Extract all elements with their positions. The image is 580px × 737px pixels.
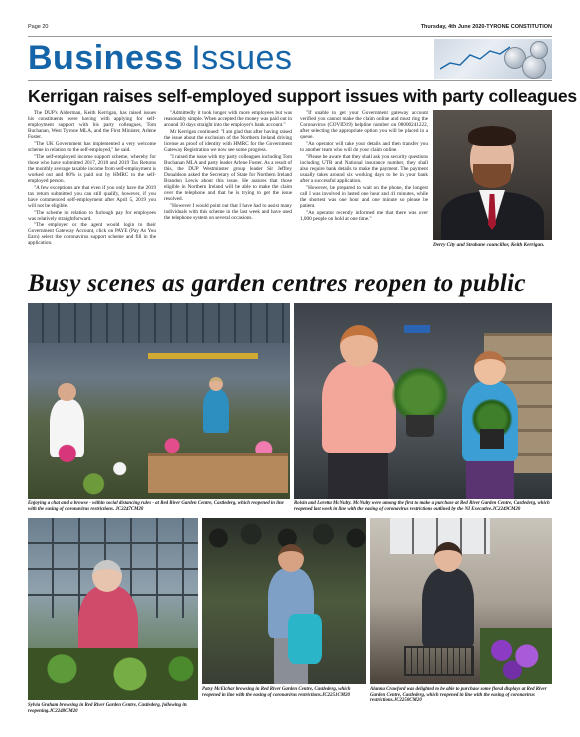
article-paragraph: "If unable to get your Government gateway account verified you cannot make the claim online and must ring the Coronavirus (COVID19) helpline number on 08000241222, after selecting the appropriate option you will be placed in a queue. xyxy=(300,110,428,141)
article-column-1 xyxy=(28,110,156,268)
portrait-figure xyxy=(433,110,552,266)
article-paragraph: "The employer or the agent would login to their Government Gateway Account, click on PAYE (Pay As You Earn) select the coronavirus support scheme and fill in the application. xyxy=(28,222,156,247)
coin-icon xyxy=(530,41,548,59)
photo-mcnulty-purchase xyxy=(294,303,552,499)
section-banner xyxy=(28,36,552,81)
photo-alanna-crawford xyxy=(370,518,552,684)
article-paragraph: "The scheme in relation to furlough pay for employees was relatively straightforward. xyxy=(28,209,156,222)
article-paragraph: Mr Kerrigan continued: "I am glad that after having raised the issue about the exclusion of the Northern Ireland driving license as proof of identity with HMRC for the Government Gateway Registration we now see some progress. xyxy=(164,128,292,154)
article-paragraph: "Admittedly it took longer with more employees but was reasonably simple. When accepted the money was paid out in around 10 days straight into the employer's bank account." xyxy=(164,110,292,129)
article-paragraph: The DUP's Alderman, Keith Kerrigan, has raised issues his constituents were having with applying for self-employment support with his party colleagues, Tom Buchanan, West Tyrone MLA, and the First Minister, Arlene Foster. xyxy=(28,110,156,141)
section-title-word1: Business xyxy=(28,39,184,77)
article-column-3 xyxy=(300,110,428,268)
page-header xyxy=(28,24,552,34)
photo-patsy-mcelchar xyxy=(202,518,366,684)
article-paragraph: "I raised the issue with my party colleagues including Tom Buchanan MLA and party leader Arlene Foster. As a result of this, the DUP Westminster group leader Sir Jeffrey Donaldson asked the Secretary of State for Northern Ireland Brandon Lewis about this issue. He assures that those eligible in Northern Ireland will be able to make the claim over the telephone and that he is trying to get the issue resolved. xyxy=(164,153,292,203)
coin-icon xyxy=(522,55,546,79)
photo-caption: Alanna Crawford was delighted to be able to purchase some floral displays at Red River Garden Centre, Castlederg, which reopened in line with the easing of coronavirus restrictions.JC2250CM20 xyxy=(370,687,547,704)
article-paragraph: "However I would point out that I have had to assist many individuals with this scheme in the last week and have used the telephone system on several occasions. xyxy=(164,202,292,222)
photo-caption: Roisin and Loretta McNulty. McNulty were among the first to make a purchase at Red River Garden Centre, Castlederg, which reopened last week in line with the easing of coronavirus restrictions outlined by the NI Executive.JC2249CM20 xyxy=(294,501,550,512)
section-title-word2: Issues xyxy=(191,39,293,77)
article-column-2 xyxy=(164,110,292,268)
article-paragraph: "An operator will take your details and then transfer you to another team who will do your claim online. xyxy=(300,140,428,154)
article-paragraph: "The self-employed income support scheme, whereby for those who have submitted 2017, 2018 and 2019 Tax Returns the monthly average taxable income from self-employment is worked out and 80% is paid out by HMRC to the self-employed person. xyxy=(28,153,156,185)
article-paragraph: "An operator recently informed me that there was over 1,000 people on hold at one time." xyxy=(300,209,428,222)
finance-coins-graph-icon xyxy=(434,39,552,79)
article-headline-garden-centres: Busy scenes as garden centres reopen to public xyxy=(28,270,526,297)
section-title xyxy=(28,39,292,78)
portrait-caption: Derry City and Strabane councillor, Keith Kerrigan. xyxy=(433,242,545,248)
line-graph-icon xyxy=(440,45,510,73)
article-paragraph: "The UK Government has implemented a very welcome scheme in relation to the self-employed," he said. xyxy=(28,140,156,154)
photo-caption: Sylvia Graham browsing in Red River Garden Centre, Castlederg, following its reopening.JC2248CM20 xyxy=(28,703,187,714)
article-paragraph: "A few exceptions are that even if you only have the 2019 tax return submitted you can still qualify, however, if you have commenced self-employment after April 5, 2019 you will not be eligible. xyxy=(28,184,156,209)
photo-sylvia-graham xyxy=(28,518,198,700)
publication-date: Thursday, 4th June 2020-TYRONE CONSTITUTION xyxy=(420,24,552,30)
article-body-kerrigan xyxy=(28,110,428,268)
portrait-photo-kerrigan xyxy=(433,110,552,240)
photo-garden-centre-chat xyxy=(28,303,290,499)
article-headline-kerrigan: Kerrigan raises self-employed support issues with party colleagues xyxy=(28,86,577,106)
article-paragraph: "Please be aware that they shall ask you security questions including UTR and National insurance number, they shall also require bank details to make the payment. The payment usually takes around six working days to be in your bank after a successful application. xyxy=(300,153,428,185)
article-paragraph: "However, be prepared to wait on the phone, the longest call I was involved in lasted one hour and 41 minutes, while the shortest was one hour and one minute so please be patient. xyxy=(300,184,428,209)
photo-caption: Enjoying a chat and a browse - within social distancing rules - at Red River Garden Centre, Castlederg, which reopened in line with the easing of coronavirus restrictions. JC2247CM20 xyxy=(28,501,284,512)
page-number: Page 20 xyxy=(28,24,49,30)
photo-caption: Patsy McElchar browsing in Red River Garden Centre, Castlederg, which reopened in line with the easing of coronavirus restrictions.JC2251CM20 xyxy=(202,687,351,698)
